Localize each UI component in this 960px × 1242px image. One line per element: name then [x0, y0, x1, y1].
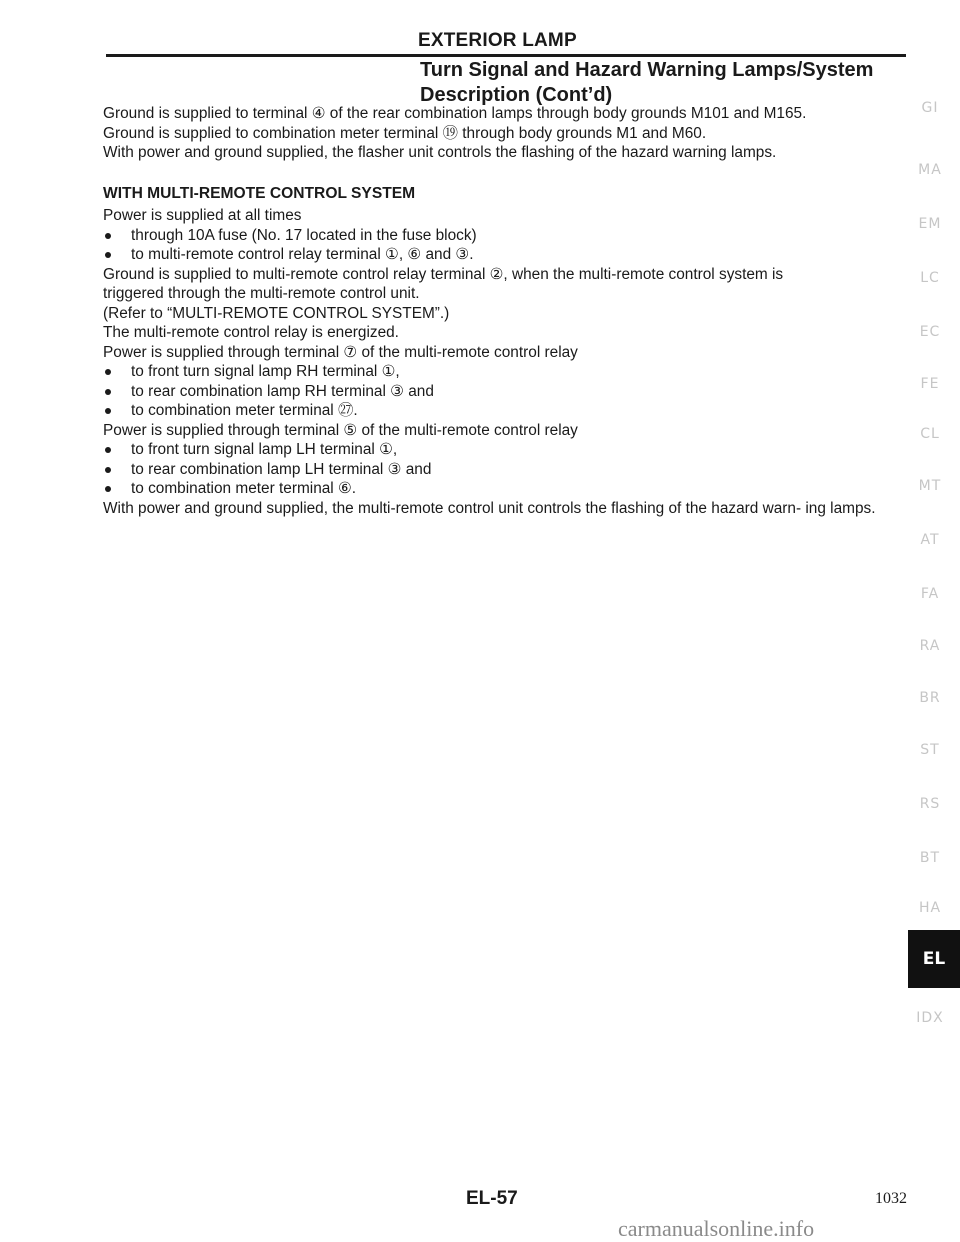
subheading: WITH MULTI-REMOTE CONTROL SYSTEM — [103, 184, 416, 202]
bullet-item: through 10A fuse (No. 17 located in the fuse block) — [103, 226, 903, 246]
closing-paragraph: With power and ground supplied, the multi-remote control unit controls the flashing of the hazard warn- ing lamps. — [103, 499, 876, 517]
bullet-item: to multi-remote control relay terminal ①, ⑥ and ③. — [103, 245, 903, 265]
bullet-item: to rear combination lamp LH terminal ③ and — [103, 460, 903, 480]
tab-lc[interactable]: LC — [920, 270, 940, 286]
text-line: Power is supplied through terminal ⑦ of the multi-remote control relay — [103, 343, 578, 361]
tab-fa[interactable]: FA — [920, 586, 940, 602]
tab-fe[interactable]: FE — [920, 376, 940, 392]
intro-line-1: Ground is supplied to terminal ④ of the rear combination lamps through body grounds M101 and M165. — [103, 105, 807, 122]
tab-at[interactable]: AT — [920, 532, 940, 548]
bullet-item: to combination meter terminal ㉗. — [103, 401, 903, 421]
tab-st[interactable]: ST — [920, 742, 940, 758]
tab-mt[interactable]: MT — [918, 478, 942, 494]
body-text — [103, 104, 903, 518]
tab-idx[interactable]: IDX — [916, 1010, 944, 1026]
bullet-item: to combination meter terminal ⑥. — [103, 479, 903, 499]
intro-line-3: With power and ground supplied, the flasher unit controls the flashing of the hazard warning lamps. — [103, 144, 777, 161]
bullet-item: to front turn signal lamp RH terminal ①, — [103, 362, 903, 382]
text-line: triggered through the multi-remote control unit. — [103, 285, 420, 302]
heading-line-2: Description (Cont’d) — [420, 84, 613, 106]
tab-ma[interactable]: MA — [918, 162, 942, 178]
bullet-item: to front turn signal lamp LH terminal ①, — [103, 440, 903, 460]
section-title: EXTERIOR LAMP — [418, 30, 577, 51]
tab-rs[interactable]: RS — [919, 796, 941, 812]
text-line: Power is supplied through terminal ⑤ of the multi-remote control relay — [103, 421, 578, 439]
tab-br[interactable]: BR — [919, 690, 941, 706]
text-line: Ground is supplied to multi-remote control relay terminal ②, when the multi-remote control system is — [103, 265, 784, 283]
tab-em[interactable]: EM — [918, 216, 942, 232]
text-line: (Refer to “MULTI-REMOTE CONTROL SYSTEM”.) — [103, 304, 450, 322]
tab-gi[interactable]: GI — [921, 100, 939, 116]
page-code: EL-57 — [466, 1188, 518, 1209]
tab-el[interactable]: EL — [908, 930, 960, 988]
tab-bt[interactable]: BT — [919, 850, 941, 866]
bullet-item: to rear combination lamp RH terminal ③ and — [103, 382, 903, 402]
watermark: carmanualsonline.info — [618, 1216, 815, 1241]
page-heading — [420, 58, 873, 108]
header-rule — [106, 54, 906, 57]
page-number: 1032 — [875, 1190, 907, 1207]
text-line: Power is supplied at all times — [103, 207, 302, 224]
heading-line-1: Turn Signal and Hazard Warning Lamps/System — [420, 59, 874, 81]
tab-cl[interactable]: CL — [920, 426, 940, 442]
text-line: The multi-remote control relay is energized. — [103, 324, 399, 341]
description-lines — [103, 206, 903, 499]
tab-ra[interactable]: RA — [919, 638, 941, 654]
tab-ha[interactable]: HA — [918, 900, 942, 916]
tab-ec[interactable]: EC — [919, 324, 941, 340]
intro-line-2: Ground is supplied to combination meter terminal ⑲ through body grounds M1 and M60. — [103, 124, 707, 142]
